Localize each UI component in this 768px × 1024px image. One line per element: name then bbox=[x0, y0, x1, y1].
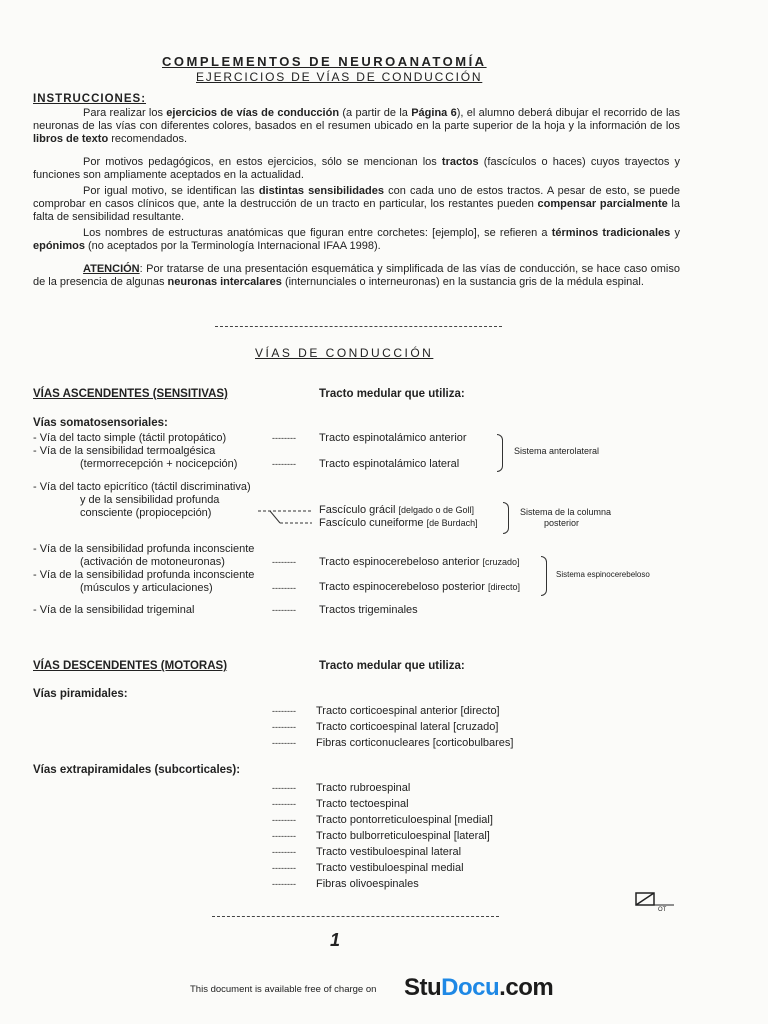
connector-dash: -------- bbox=[272, 815, 296, 825]
connector-dash: -------- bbox=[272, 738, 296, 748]
divider-bottom bbox=[212, 916, 499, 917]
tract-vestibulospinal-medial: Tracto vestibuloespinal medial bbox=[316, 862, 464, 874]
connector-dash: -------- bbox=[272, 847, 296, 857]
tract-spinothalamic-lateral: Tracto espinotalámico lateral bbox=[319, 458, 460, 470]
paragraph-2: Por motivos pedagógicos, en estos ejercicios, sólo se mencionan los tractos (fascículos o haces) cuyos trayectos y funciones son ampliamente aceptados en la actualidad. bbox=[33, 156, 680, 181]
system-posterior-column: Sistema de la columna bbox=[520, 507, 612, 517]
tract-corticospinal-anterior: Tracto corticoespinal anterior [directo] bbox=[316, 705, 500, 717]
tract-fasciculus-cuneatus: Fascículo cuneiforme [de Burdach] bbox=[319, 517, 478, 529]
connector-dash: -------- bbox=[272, 557, 296, 567]
studocu-logo[interactable]: StuDocu.com bbox=[404, 974, 554, 1001]
pathway-deep-unconscious-1: - Vía de la sensibilidad profunda inconsciente bbox=[33, 543, 255, 555]
ascending-tract-header: Tracto medular que utiliza: bbox=[319, 388, 465, 400]
tract-tectospinal: Tracto tectoespinal bbox=[316, 798, 409, 810]
paragraph-5: ATENCIÓN: Por tratarse de una presentación esquemática y simplificada de las vías de conducción, se hace caso omiso de la presencia de algunas neuronas intercalares (internunciales o interneuronas) en la sustancia gris de la médula espinal. bbox=[33, 263, 680, 288]
pathway-epicritic-conscious: consciente (propiocepción) bbox=[80, 507, 212, 519]
tract-olivospinal: Fibras olivoespinales bbox=[316, 878, 419, 890]
page-number: 1 bbox=[330, 930, 341, 950]
tract-fasciculus-gracilis: Fascículo grácil [delgado o de Goll] bbox=[319, 504, 475, 516]
connector-dash: -------- bbox=[272, 459, 296, 469]
tract-bulboreticulospinal: Tracto bulborreticuloespinal [lateral] bbox=[316, 830, 490, 842]
pyramidal-label: Vías piramidales: bbox=[33, 688, 128, 700]
tract-corticospinal-lateral: Tracto corticoespinal lateral [cruzado] bbox=[316, 721, 499, 733]
tract-spinothalamic-anterior: Tracto espinotalámico anterior bbox=[319, 432, 467, 444]
system-spinocerebellar: Sistema espinocerebeloso bbox=[556, 570, 650, 579]
connector-dash: -------- bbox=[272, 879, 296, 889]
descending-heading: VÍAS DESCENDENTES (MOTORAS) bbox=[33, 660, 228, 672]
pathway-epicritic-deep: y de la sensibilidad profunda bbox=[80, 494, 220, 506]
connector-dash: -------- bbox=[272, 831, 296, 841]
pathway-deep-unconscious-2: - Vía de la sensibilidad profunda inconsciente bbox=[33, 569, 255, 581]
pathway-touch-simple: - Vía del tacto simple (táctil protopático) bbox=[33, 432, 227, 444]
footer-text: This document is available free of charge on bbox=[190, 984, 377, 995]
descending-tract-header: Tracto medular que utiliza: bbox=[319, 660, 465, 672]
system-posterior-column-2: posterior bbox=[544, 518, 580, 528]
pathway-thermoalgesic-detail: (termorrecepción + nocicepción) bbox=[80, 458, 238, 470]
instructions-label: INSTRUCCIONES: bbox=[33, 93, 147, 105]
connector-dash: -------- bbox=[272, 863, 296, 873]
pathway-thermoalgesic: - Vía de la sensibilidad termoalgésica bbox=[33, 445, 216, 457]
divider-top bbox=[215, 326, 502, 327]
brace-posterior-column bbox=[503, 502, 509, 534]
connector-dash: -------- bbox=[272, 783, 296, 793]
connector-dash: -------- bbox=[272, 433, 296, 443]
brace-anterolateral bbox=[497, 434, 503, 472]
extrapyramidal-label: Vías extrapiramidales (subcorticales): bbox=[33, 764, 241, 776]
tract-corticonuclear: Fibras corticonucleares [corticobulbares] bbox=[316, 737, 514, 749]
document-subtitle: EJERCICIOS DE VÍAS DE CONDUCCIÓN bbox=[196, 70, 483, 84]
pathway-motoneuron-activation: (activación de motoneuronas) bbox=[80, 556, 225, 568]
fork-connector bbox=[256, 505, 316, 527]
ascending-heading: VÍAS ASCENDENTES (SENSITIVAS) bbox=[33, 388, 228, 400]
paragraph-4: Los nombres de estructuras anatómicas que figuran entre corchetes: [ejemplo], se refieren a términos tradicionales y epónimos (no aceptados por la Terminología Internacional IFAA 1998). bbox=[33, 227, 680, 252]
pathway-trigeminal: - Vía de la sensibilidad trigeminal bbox=[33, 604, 195, 616]
tract-vestibulospinal-lateral: Tracto vestibuloespinal lateral bbox=[316, 846, 462, 858]
tract-trigeminal: Tractos trigeminales bbox=[319, 604, 418, 616]
connector-dash: -------- bbox=[272, 722, 296, 732]
paragraph-3: Por igual motivo, se identifican las distintas sensibilidades con cada uno de estos tractos. A pesar de esto, se puede comprobar en casos clínicos que, ante la destrucción de un tracto en particular, los restantes pueden compensar parcialmente la falta de sensibilidad resultante. bbox=[33, 185, 680, 223]
tract-rubrospinal: Tracto rubroespinal bbox=[316, 782, 411, 794]
connector-dash: -------- bbox=[272, 706, 296, 716]
connector-dash: -------- bbox=[272, 799, 296, 809]
tract-spinocerebellar-anterior: Tracto espinocerebeloso anterior [cruzado] bbox=[319, 556, 520, 568]
tract-pontoreticulospinal: Tracto pontorreticuloespinal [medial] bbox=[316, 814, 493, 826]
somatosensory-label: Vías somatosensoriales: bbox=[33, 417, 168, 429]
section-title: VÍAS DE CONDUCCIÓN bbox=[255, 346, 434, 360]
system-anterolateral: Sistema anterolateral bbox=[514, 446, 600, 456]
tract-spinocerebellar-posterior: Tracto espinocerebeloso posterior [directo] bbox=[319, 581, 520, 593]
pathway-muscles-joints: (músculos y articulaciones) bbox=[80, 582, 213, 594]
pathway-epicritic: - Vía del tacto epicrítico (táctil discriminativa) bbox=[33, 481, 251, 493]
connector-dash: -------- bbox=[272, 605, 296, 615]
svg-text:OT: OT bbox=[658, 907, 667, 912]
author-signature-mark bbox=[634, 890, 676, 912]
brace-spinocerebellar bbox=[541, 556, 547, 596]
document-title: COMPLEMENTOS DE NEUROANATOMÍA bbox=[162, 54, 487, 69]
paragraph-1: Para realizar los ejercicios de vías de conducción (a partir de la Página 6), el alumno deberá dibujar el recorrido de las neuronas de las vías con diferentes colores, basados en el resumen ubicado en la parte superior de la hoja y la información de los libros de texto recomendados. bbox=[33, 107, 681, 145]
connector-dash: -------- bbox=[272, 583, 296, 593]
